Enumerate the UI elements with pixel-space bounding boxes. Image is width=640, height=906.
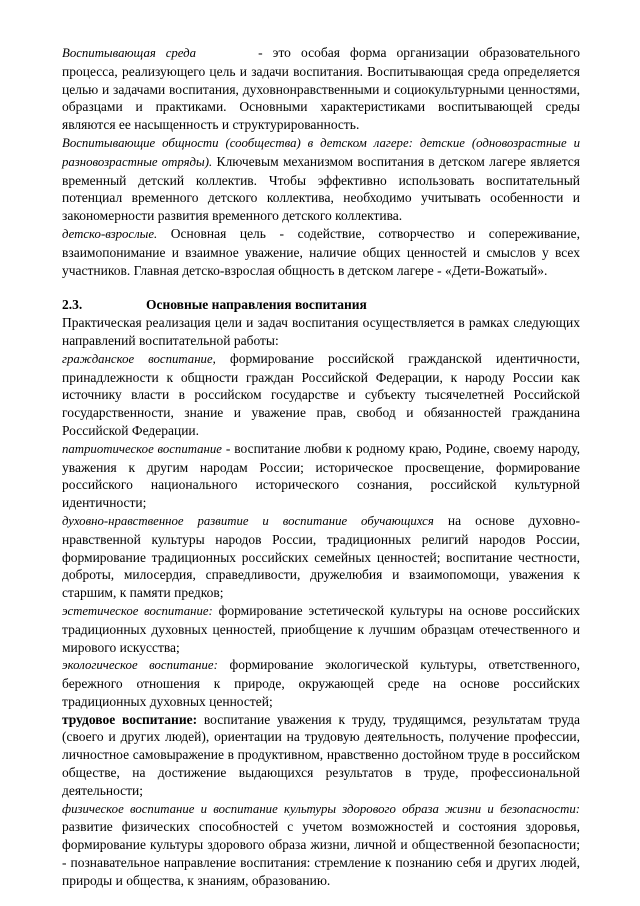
section-intro: Практическая реализация цели и задач воспитания осуществляется в рамках следующих направлений воспитательной работы: (62, 315, 580, 348)
item-term: гражданское воспитание, (62, 351, 216, 366)
item-term: экологическое воспитание: (62, 658, 218, 673)
item-term: трудовое воспитание: (62, 711, 198, 727)
item-term: эстетическое воспитание: (62, 603, 213, 618)
term-environment: Воспитывающая среда (62, 46, 197, 60)
text-environment: - это особая форма организации образовательного процесса, реализующего цель и задачи воспитания. Воспитывающая среда определяется целью и задачами воспитания, духовнонравственными и социокультурными ценностями, образцами и практиками. Основными характеристиками воспитывающей среды являются ее насыщенность и структурированность. (62, 45, 580, 133)
item-aesthetic (62, 602, 580, 656)
term-communities: Воспитывающие общности (сообщества) в детском лагере: детские (одновозрастные и разновозрастные отряды). (62, 135, 580, 169)
item-term: физическое воспитание и воспитание культуры здорового образа жизни и безопасности: (62, 801, 580, 816)
section-title: Основные направления воспитания (146, 297, 367, 313)
item-text: формирование эстетической культуры на основе российских традиционных духовных ценностей, приобщение к лучшим образцам отечественного и мирового искусства; (62, 602, 580, 655)
item-physical (62, 800, 580, 890)
item-term: духовно-нравственное развитие и воспитание обучающихся (62, 513, 434, 528)
item-text: формирование экологической культуры, ответственного, бережного отношения к природе, окружающей среде на основе российских традиционных духовных ценностей; (62, 657, 580, 709)
section-heading (62, 296, 580, 314)
paragraph-child-adult (62, 225, 580, 279)
item-term: патриотическое воспитание (62, 441, 222, 456)
paragraph-communities (62, 134, 580, 225)
item-text: формирование российской гражданской идентичности, принадлежности к общности граждан Российской Федерации, к народу России как источнику власти в российском государстве и субъекту тысячелетней Российской государственности, знание и уважение прав, свобод и обязанностей гражданина Российской Федерации. (62, 350, 580, 438)
item-civic (62, 350, 580, 440)
text-child-adult: Основная цель - содействие, сотворчество и сопереживание, взаимопонимание и взаимное уважение, наличие общих ценностей и смыслов у всех участников. Главная детско-взрослая общность в детском лагере - «Дети-Вожатый». (62, 225, 580, 278)
item-spiritual (62, 512, 580, 602)
item-ecological (62, 656, 580, 710)
item-text: - воспитание любви к родному краю, Родине, своему народу, уважения к другим народам России; историческое просвещение, формирование российского национального исторического сознания, российской культурной идентичности; (62, 440, 580, 511)
section-number: 2.3. (62, 297, 83, 313)
paragraph-environment (62, 44, 580, 134)
item-text: на основе духовно-нравственной культуры народов России, традиционных религий народов России, формирование традиционных российских семейных ценностей; воспитание честности, доброты, милосердия, справедливости, дружелюбия и взаимопомощи, уважения к старшим, к памяти предков; (62, 512, 580, 601)
text-communities: Ключевым механизмом воспитания в детском лагере является временный детский коллектив. Чтобы эффективно использовать воспитательный потенциал временного детского коллектива, необходимо учитывать особенности и закономерности развития временного детского коллектива. (62, 153, 580, 224)
item-text: воспитание уважения к труду, трудящимся, результатам труда (своего и других людей), ориентации на трудовую деятельность, получение профессии, личностное самовыражение в продуктивном, нравственно достойном труде в российском обществе, на достижение выдающихся результатов в труде, профессиональной деятельности; (62, 711, 580, 798)
item-labor (62, 711, 580, 800)
term-child-adult: детско-взрослые. (62, 226, 158, 241)
item-text: развитие физических способностей с учетом возможностей и состояния здоровья, формирование культуры здорового образа жизни, личной и общественной безопасности; - познавательное направление воспитания: стремление к познанию себя и других людей, природы и общества, к знаниям, образованию. (62, 819, 580, 888)
item-patriotic (62, 440, 580, 512)
